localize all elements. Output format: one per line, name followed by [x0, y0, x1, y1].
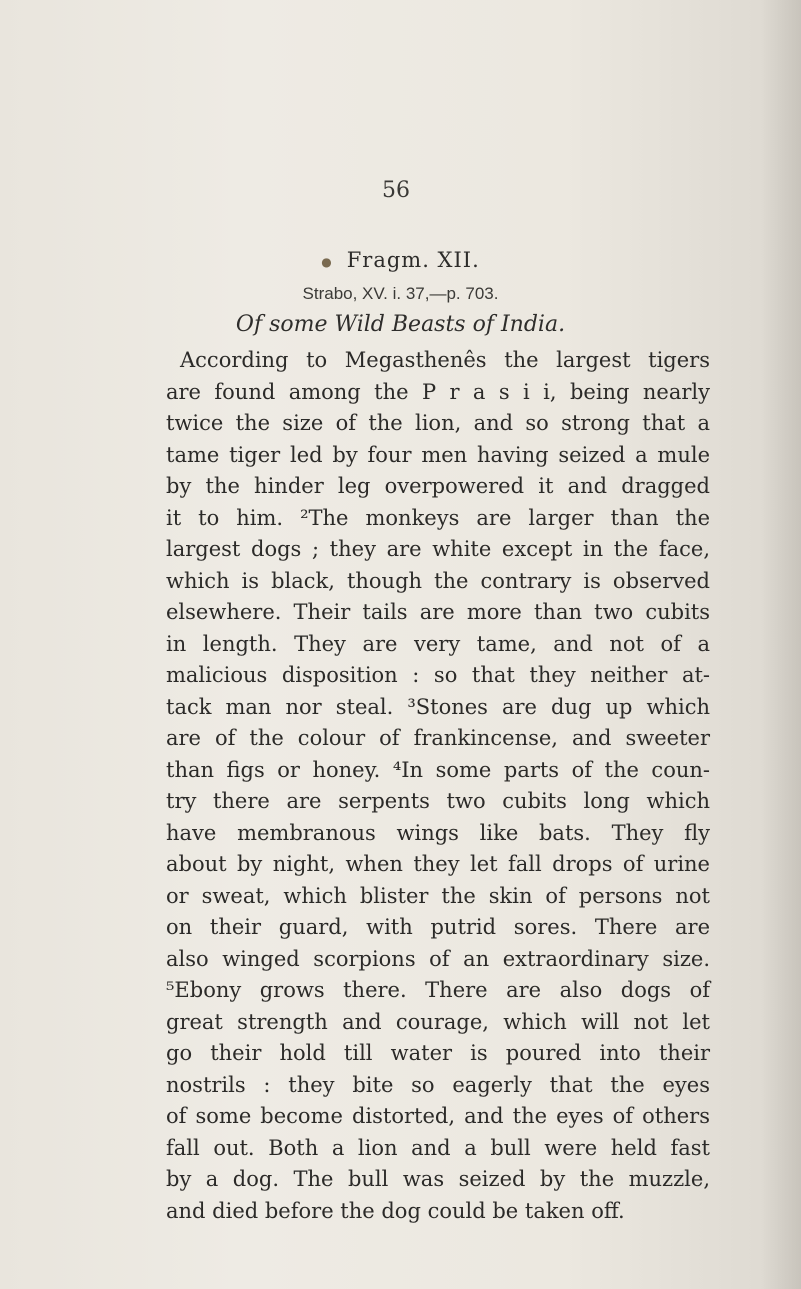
text-line: about by night, when they let fall drops of urine — [166, 852, 710, 876]
text-line: on their guard, with putrid sores. There are — [166, 915, 710, 939]
text-line: which is black, though the contrary is observed — [166, 568, 710, 593]
text-line: nostrils : they bite so eagerly that the eyes — [166, 1072, 710, 1097]
text-line: also winged scorpions of an extraordinary size. — [166, 946, 710, 971]
text-line: ⁵Ebony grows there. There are also dogs of — [166, 978, 710, 1002]
body-text — [166, 345, 710, 1227]
text-line: largest dogs ; they are white except in the face, — [166, 537, 710, 561]
text-line: great strength and courage, which will not let — [166, 1009, 710, 1034]
text-line: and died before the dog could be taken off. — [166, 1198, 625, 1223]
text-line: elsewhere. Their tails are more than two cubits — [166, 600, 710, 624]
text-line: in length. They are very tame, and not of a — [166, 631, 710, 656]
text-line: of some become distorted, and the eyes of others — [166, 1104, 710, 1128]
text-line: go their hold till water is poured into their — [166, 1041, 710, 1065]
ink-mark-icon: ● — [321, 254, 333, 269]
fragment-heading-text: Fragm. XII. — [346, 248, 480, 272]
text-line: by a dog. The bull was seized by the muzzle, — [166, 1167, 710, 1191]
text-line: tame tiger led by four men having seized a mule — [166, 442, 710, 467]
text-line: malicious disposition : so that they neither at- — [166, 663, 710, 687]
fragment-heading — [0, 248, 801, 272]
text-line: try there are serpents two cubits long which — [166, 789, 710, 813]
text-line: than figs or honey. ⁴In some parts of the coun- — [166, 757, 710, 782]
text-line: twice the size of the lion, and so strong that a — [166, 411, 710, 435]
text-line: fall out. Both a lion and a bull were held fast — [166, 1135, 710, 1160]
page-edge-shadow — [761, 0, 801, 1289]
text-line: According to Megasthenês the largest tigers — [180, 348, 710, 372]
text-line: it to him. ²The monkeys are larger than the — [166, 505, 710, 530]
source-citation: Strabo, XV. i. 37,—p. 703. — [302, 284, 499, 303]
page-number: 56 — [382, 178, 410, 203]
text-line: or sweat, which blister the skin of persons not — [166, 883, 710, 908]
text-line: are found among the P r a s i i, being nearly — [166, 379, 710, 404]
text-line: tack man nor steal. ³Stones are dug up which — [166, 694, 710, 719]
text-line: by the hinder leg overpowered it and dragged — [166, 474, 710, 498]
section-subtitle: Of some Wild Beasts of India. — [235, 312, 566, 337]
text-line: have membranous wings like bats. They fly — [166, 820, 710, 845]
text-line: are of the colour of frankincense, and sweeter — [166, 726, 710, 750]
